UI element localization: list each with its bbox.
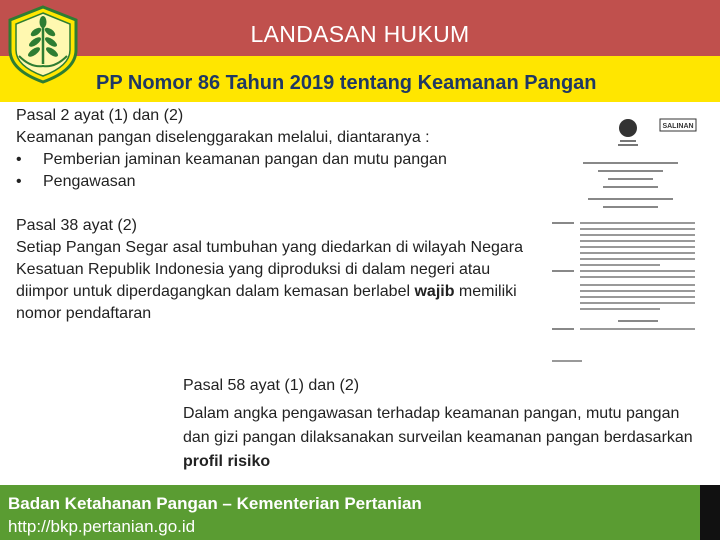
list-item — [16, 171, 526, 193]
section-heading: Pasal 58 ayat (1) dan (2) — [183, 377, 360, 394]
slide-title: LANDASAN HUKUM — [250, 21, 470, 47]
list-item-text: Pemberian jaminan keamanan pangan dan mutu pangan — [43, 151, 447, 168]
main-content — [16, 105, 526, 325]
section-heading: Pasal 2 ayat (1) dan (2) — [16, 107, 184, 124]
section-text — [16, 237, 526, 325]
bullet-icon: • — [16, 151, 22, 168]
footer-corner-block — [700, 485, 720, 540]
text-run: memiliki nomor pendaftaran — [16, 283, 517, 322]
section-pasal-58 — [183, 374, 703, 474]
section-heading: Pasal 38 ayat (2) — [16, 217, 137, 234]
footer-organization: Badan Ketahanan Pangan – Kementerian Pertanian — [8, 494, 422, 513]
list-item-text: Pengawasan — [43, 173, 136, 190]
section-text: Keamanan pangan diselenggarakan melalui, diantaranya : — [16, 129, 430, 146]
document-thumbnail — [548, 110, 703, 365]
kementan-logo-icon — [3, 4, 83, 84]
footer-url[interactable]: http://bkp.pertanian.go.id — [8, 517, 196, 536]
garuda-emblem-icon — [619, 119, 637, 137]
section-text — [183, 402, 703, 474]
stamp-label: SALINAN — [662, 123, 694, 130]
bullet-list — [16, 149, 526, 193]
list-item — [16, 149, 526, 171]
emphasis-text: profil risiko — [183, 453, 271, 470]
regulation-document-image — [548, 110, 703, 365]
text-run: Setiap Pangan Segar asal tumbuhan yang diedarkan di wilayah Negara Kesatuan Republik Indonesia yang diproduksi di dalam negeri atau diimpor untuk diperdagangkan dalam kemasan berlabel — [16, 239, 524, 300]
emphasis-text: wajib — [414, 283, 455, 300]
text-run: Dalam angka pengawasan terhadap keamanan pangan, mutu pangan dan gizi pangan dilaksanakan surveilan keamanan pangan berdasarkan — [183, 405, 693, 446]
bullet-icon: • — [16, 173, 22, 190]
slide-subtitle: PP Nomor 86 Tahun 2019 tentang Keamanan Pangan — [96, 72, 597, 94]
